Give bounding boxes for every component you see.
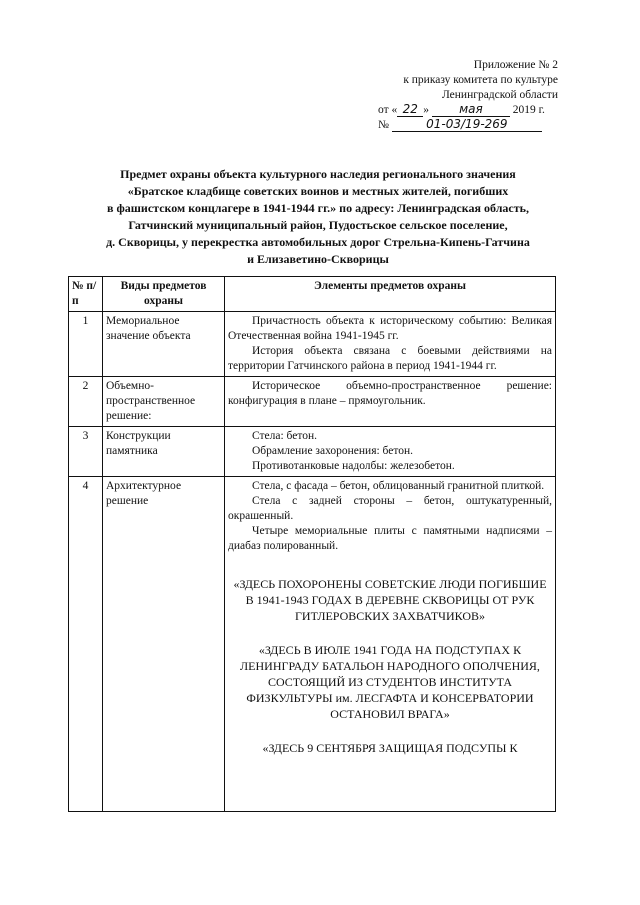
row-type: Мемориальное значение объекта xyxy=(103,312,225,377)
element-paragraph: Четыре мемориальные плиты с памятными надписями – диабаз полированный. xyxy=(228,525,552,552)
annex-date xyxy=(378,103,558,118)
row-type: Архитектурное решение xyxy=(103,477,225,812)
row-elements xyxy=(225,377,556,427)
row-number: 4 xyxy=(69,477,103,812)
title-line: Гатчинский муниципальный район, Пудостьское сельское поселение, xyxy=(128,218,508,232)
annex-number xyxy=(378,118,558,133)
annex-block xyxy=(378,58,558,133)
title-line: «Братское кладбище советских воинов и местных жителей, погибших xyxy=(127,184,509,198)
element-paragraph: Противотанковые надолбы: железобетон. xyxy=(252,460,455,472)
element-paragraph: Стела, с фасада – бетон, облицованный гранитной плиткой. xyxy=(252,480,545,492)
row-number: 3 xyxy=(69,427,103,477)
element-paragraph: Причастность объекта к историческому событию: Великая Отечественная война 1941-1945 гг. xyxy=(228,315,552,342)
row-elements xyxy=(225,312,556,377)
element-paragraph: История объекта связана с боевыми действиями на территории Гатчинского района в период 1941-1944 гг. xyxy=(228,345,552,372)
row-type: Конструкции памятника xyxy=(103,427,225,477)
table-row xyxy=(69,312,556,377)
memorial-inscription: «ЗДЕСЬ 9 СЕНТЯБРЯ ЗАЩИЩАЯ ПОДСУПЫ К xyxy=(262,741,518,755)
title-line: в фашистском концлагере в 1941-1944 гг.» по адресу: Ленинградская область, xyxy=(107,201,529,215)
memorial-inscription: «ЗДЕСЬ ПОХОРОНЕНЫ СОВЕТСКИЕ ЛЮДИ ПОГИБШИЕ В 1941-1943 ГОДАХ В ДЕРЕВНЕ СКВОРИЦЫ ОТ РУК ГИТЛЕРОВСКИХ ЗАХВАТЧИКОВ» xyxy=(233,577,547,623)
date-day: 22 xyxy=(397,103,423,117)
date-prefix: от « xyxy=(378,104,398,116)
element-paragraph: Историческое объемно-пространственное решение: конфигурация в плане – прямоугольник. xyxy=(228,380,552,407)
element-paragraph: Стела: бетон. xyxy=(252,430,318,442)
date-year: 2019 г. xyxy=(512,104,545,116)
header-num: № п/п xyxy=(69,277,103,312)
protection-table xyxy=(68,276,556,812)
title-line: и Елизаветино-Скворицы xyxy=(247,252,389,266)
title-line: Предмет охраны объекта культурного наследия регионального значения xyxy=(120,167,516,181)
memorial-inscription: «ЗДЕСЬ В ИЮЛЕ 1941 ГОДА НА ПОДСТУПАХ К ЛЕНИНГРАДУ БАТАЛЬОН НАРОДНОГО ОПОЛЧЕНИЯ, СОСТОЯЩИЙ ИЗ СТУДЕНТОВ ИНСТИТУТА ФИЗКУЛЬТУРЫ им. ЛЕСГАФТА И КОНСЕРВАТОРИИ ОСТАНОВИЛ ВРАГА» xyxy=(240,643,540,721)
date-mid: » xyxy=(423,104,429,116)
document-title xyxy=(58,166,578,268)
row-elements xyxy=(225,477,556,812)
header-type: Виды предметов охраны xyxy=(103,277,225,312)
row-number: 1 xyxy=(69,312,103,377)
row-number: 2 xyxy=(69,377,103,427)
annex-title: Приложение № 2 xyxy=(473,59,558,71)
table-row xyxy=(69,377,556,427)
order-number: 01-03/19-269 xyxy=(392,118,542,132)
date-month: мая xyxy=(432,103,510,117)
table-row xyxy=(69,477,556,812)
title-line: д. Скворицы, у перекрестка автомобильных дорог Стрельна-Кипень-Гатчина xyxy=(106,235,530,249)
header-elements: Элементы предметов охраны xyxy=(225,277,556,312)
row-type: Объемно-пространственное решение: xyxy=(103,377,225,427)
annex-region: Ленинградской области xyxy=(441,89,558,101)
element-paragraph: Обрамление захоронения: бетон. xyxy=(252,445,414,457)
table-row xyxy=(69,427,556,477)
number-prefix: № xyxy=(378,119,389,131)
annex-order-ref: к приказу комитета по культуре xyxy=(403,74,558,86)
table-header-row xyxy=(69,277,556,312)
row-elements xyxy=(225,427,556,477)
element-paragraph: Стела с задней стороны – бетон, оштукатуренный, окрашенный. xyxy=(228,495,552,522)
